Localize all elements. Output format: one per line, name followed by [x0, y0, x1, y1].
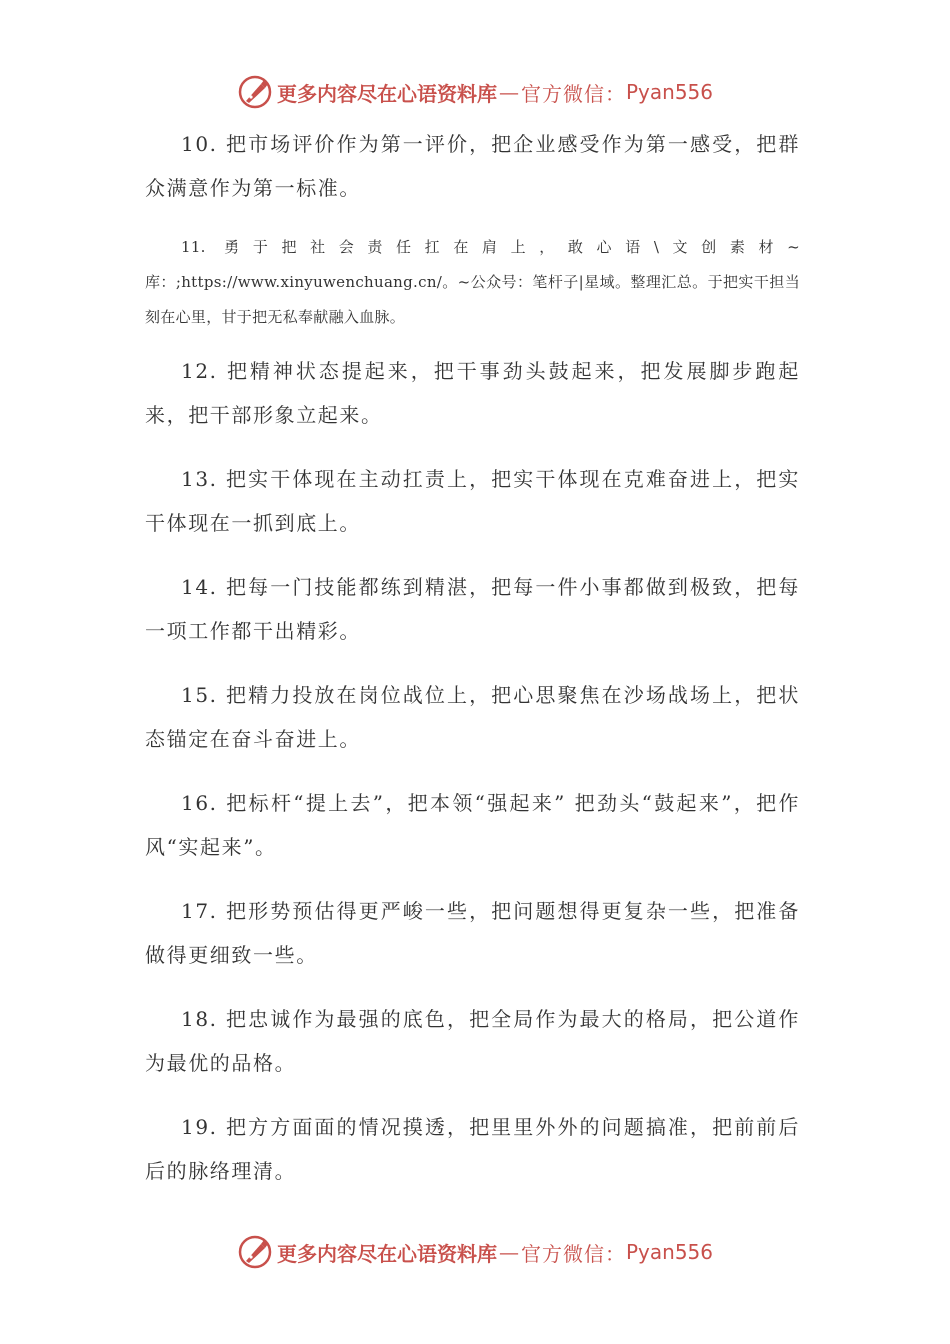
paragraph-18: 18. 把忠诚作为最强的底色，把全局作为最大的格局，把公道作为最优的品格。: [145, 1007, 800, 1075]
watermark-wechat-label: 官方微信：: [520, 81, 626, 106]
paragraph-12: 12. 把精神状态提起来，把干事劲头鼓起来，把发展脚步跑起来，把干部形象立起来。: [145, 359, 800, 427]
footer-watermark: [0, 1232, 950, 1272]
paragraph-14: 14. 把每一门技能都练到精湛，把每一件小事都做到极致，把每一项工作都干出精彩。: [145, 575, 800, 643]
paragraph-17: 17. 把形势预估得更严峻一些，把问题想得更复杂一些，把准备做得更细致一些。: [145, 899, 800, 967]
watermark-wechat-id: Pyan556: [625, 1240, 713, 1264]
watermark-dash: —: [498, 80, 519, 104]
watermark-site-text: 更多内容尽在心语资料库: [276, 1241, 497, 1266]
document-body: [145, 122, 800, 1213]
paragraph-19: 19. 把方方面面的情况摸透，把里里外外的问题搞准，把前前后后的脉络理清。: [145, 1115, 800, 1183]
paragraph-13: 13. 把实干体现在主动扛责上，把实干体现在克难奋进上，把实干体现在一抓到底上。: [145, 467, 800, 535]
paragraph-11: 11. 勇于把社会责任扛在肩上，敢心语\文创素材~库：;https://www.xinyuwenchuang.cn/。~公众号：笔杆子|星域。整理汇总。于把实干担当刻在心里，甘于把无私奉献融入血脉。: [145, 238, 800, 326]
pen-nib-logo-icon: [237, 1234, 273, 1270]
watermark-wechat-id: Pyan556: [625, 80, 713, 104]
watermark-wechat-label: 官方微信：: [520, 1241, 626, 1266]
header-watermark: [0, 72, 950, 112]
watermark-site-text: 更多内容尽在心语资料库: [276, 81, 497, 106]
watermark-dash: —: [498, 1240, 519, 1264]
paragraph-10: 10. 把市场评价作为第一评价，把企业感受作为第一感受，把群众满意作为第一标准。: [145, 132, 800, 200]
pen-nib-logo-icon: [237, 74, 273, 110]
paragraph-15: 15. 把精力投放在岗位战位上，把心思聚焦在沙场战场上，把状态锚定在奋斗奋进上。: [145, 683, 800, 751]
paragraph-16: 16. 把标杆“提上去”，把本领“强起来” 把劲头“鼓起来”，把作风“实起来”。: [145, 791, 800, 859]
